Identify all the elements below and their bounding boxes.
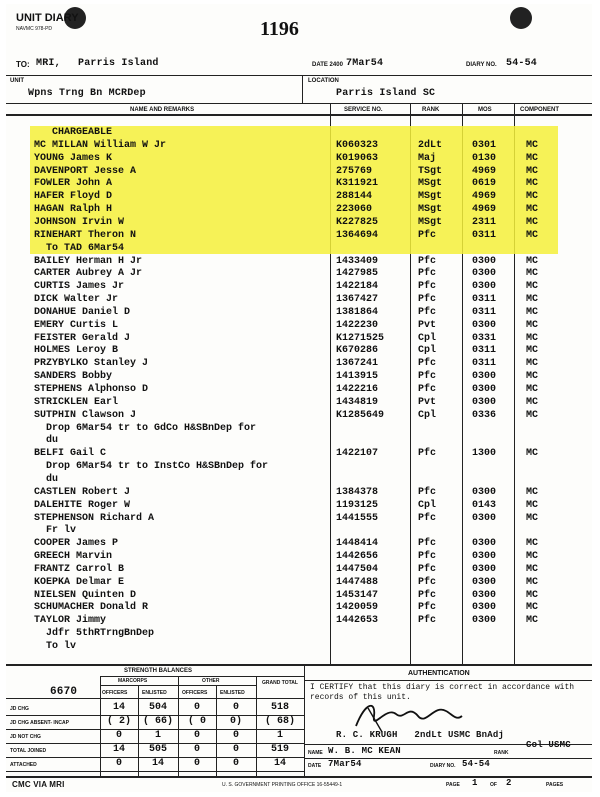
to-place: Parris Island [78, 58, 159, 69]
entry-service: 1367427 [336, 294, 379, 306]
entry-name: Drop 6Mar54 tr to GdCo H&SBnDep for [34, 422, 257, 434]
diary-no-label: DIARY NO. [466, 62, 497, 68]
strength-title-line [100, 676, 304, 677]
entry-name: CHARGEABLE [34, 127, 113, 138]
entry-mos: 0331 [472, 332, 497, 344]
footer-divider [304, 666, 305, 778]
entry-service: 1434819 [336, 396, 379, 408]
strength-cell-mo: 14 [112, 702, 125, 713]
entry-component: MC [526, 139, 539, 151]
auth-diary-value: 54-54 [462, 759, 491, 769]
entry-rank: Cpl [418, 409, 437, 421]
entry-service: 1420059 [336, 602, 379, 614]
entry-service: 1447504 [336, 563, 379, 575]
entry-mos: 0300 [472, 371, 497, 383]
entry-component: MC [526, 204, 539, 216]
strength-title: STRENGTH BALANCES [124, 668, 193, 674]
entry-component: MC [526, 306, 539, 318]
entry-rank: Cpl [418, 345, 437, 357]
entry-name: To TAD 6Mar54 [34, 242, 125, 254]
entry-mos: 4969 [472, 191, 497, 203]
strength-cell-mo: ( 2) [106, 716, 131, 727]
entry-mos: 0300 [472, 384, 497, 395]
entry-name: Jdfr 5thRTrngBnDep [34, 628, 155, 640]
auth-name-label: NAME [308, 750, 323, 756]
col-mos: MOS [478, 107, 492, 113]
entry-name: BELFI Gail C [34, 448, 107, 460]
entry-service: 1367241 [336, 358, 379, 370]
entry-service: 1447488 [336, 576, 379, 588]
entry-rank: Pfc [418, 448, 437, 460]
auth-diary-label: DIARY NO. [430, 763, 456, 769]
entry-rank: Pvt [418, 319, 437, 331]
entry-name: DONAHUE Daniel D [34, 306, 131, 318]
entry-name: STEPHENSON Richard A [34, 512, 155, 524]
entry-service: 1413915 [336, 371, 379, 383]
entry-component: MC [526, 319, 539, 331]
entry-mos: 2311 [472, 216, 497, 228]
strength-row-label: ATTACHED [10, 762, 37, 768]
entry-mos: 0300 [472, 319, 497, 331]
auth-rank-value: Col USMC [526, 740, 571, 750]
diary-no-value: 54-54 [506, 58, 538, 69]
entry-rank: Pfc [418, 371, 437, 383]
entry-mos: 0300 [472, 486, 497, 498]
entry-rank: Cpl [418, 332, 437, 344]
entry-rank: Pfc [418, 358, 437, 370]
entry-component: MC [526, 499, 539, 511]
strength-cell-gt: 14 [273, 758, 286, 769]
entry-rank: Pfc [418, 551, 437, 563]
entry-mos: 0300 [472, 255, 497, 267]
entry-rank: TSgt [418, 165, 443, 177]
entry-mos: 0336 [472, 409, 497, 421]
entry-service: 1427985 [336, 268, 379, 280]
entry-mos: 0300 [472, 576, 497, 588]
entry-rank: MSgt [418, 191, 443, 203]
entry-rank: MSgt [418, 178, 443, 190]
auth-certify: I CERTIFY that this diary is correct in accordance with records of this unit. [310, 683, 575, 702]
marcorps-enlisted-label: ENLISTED [142, 690, 167, 696]
entry-name: YOUNG James K [34, 152, 113, 164]
entry-rank: Pfc [418, 306, 437, 318]
entry-name: Drop 6Mar54 tr to InstCo H&SBnDep for [34, 461, 269, 473]
entry-service: K227825 [336, 216, 379, 228]
entry-component: MC [526, 229, 539, 241]
entry-component: MC [526, 589, 539, 601]
other-label: OTHER [202, 678, 220, 684]
entry-mos: 0301 [472, 139, 497, 151]
entry-name: SUTPHIN Clawson J [34, 409, 137, 421]
entry-component: MC [526, 345, 539, 357]
strength-cell-gt: 1 [276, 730, 283, 741]
entry-component: MC [526, 178, 539, 190]
unit-value: Wpns Trng Bn MCRDep [28, 88, 146, 99]
entry-component: MC [526, 512, 539, 524]
entry-service: 1433409 [336, 255, 379, 267]
entry-name: HOLMES Leroy B [34, 345, 119, 357]
entry-service: 1193125 [336, 499, 379, 511]
strength-cell-gt: 519 [270, 744, 289, 755]
entry-name: JOHNSON Irvin W [34, 216, 125, 228]
entry-name: PRZYBYLKO Stanley J [34, 358, 149, 370]
entry-component: MC [526, 576, 539, 588]
entry-mos: 0300 [472, 538, 497, 550]
entry-service: 275769 [336, 165, 373, 177]
strength-cell-oo: 0 [193, 744, 200, 755]
pages-value: 2 [506, 778, 512, 788]
entry-service: 1422216 [336, 384, 379, 395]
col-component: COMPONENT [520, 107, 559, 113]
column-headers [6, 104, 592, 116]
entry-name: KOEPKA Delmar E [34, 576, 125, 588]
entry-service: 223060 [336, 204, 373, 216]
entry-component: MC [526, 332, 539, 344]
entry-rank: Pfc [418, 294, 437, 306]
of-label: OF [490, 782, 497, 788]
strength-cell-oe: 0 [232, 730, 239, 741]
page-label: PAGE [446, 782, 460, 788]
strength-cell-oe: 0 [232, 758, 239, 769]
entry-name: To lv [34, 641, 77, 652]
entry-mos: 0311 [472, 358, 497, 370]
entry-mos: 0143 [472, 499, 497, 511]
entry-component: MC [526, 216, 539, 228]
grand-total-label: GRAND TOTAL [262, 680, 298, 686]
entry-mos: 0300 [472, 563, 497, 575]
auth-title: AUTHENTICATION [408, 670, 470, 677]
entry-mos: 4969 [472, 165, 497, 177]
entry-mos: 0300 [472, 602, 497, 614]
entry-name: DALEHITE Roger W [34, 499, 131, 511]
entry-component: MC [526, 409, 539, 421]
entry-name: DICK Walter Jr [34, 294, 119, 306]
strength-row-label: TOTAL JOINED [10, 748, 47, 754]
entry-mos: 0300 [472, 268, 497, 280]
strength-cell-mo: 0 [115, 730, 122, 741]
entry-service: K060323 [336, 139, 379, 151]
entry-name: RINEHART Theron N [34, 229, 137, 241]
entry-name: HAFER Floyd D [34, 191, 113, 203]
entry-mos: 0300 [472, 589, 497, 601]
entry-component: MC [526, 294, 539, 306]
strength-cell-me: 505 [148, 744, 167, 755]
entry-service: K670286 [336, 345, 379, 357]
entry-rank: Pfc [418, 602, 437, 614]
strength-code: 6670 [50, 686, 78, 698]
to-value: MRI, [36, 58, 61, 69]
entry-component: MC [526, 268, 539, 280]
entry-name: du [34, 435, 59, 447]
strength-cell-gt: ( 68) [264, 716, 295, 727]
entry-service: 1442653 [336, 615, 379, 627]
entry-component: MC [526, 538, 539, 550]
location-label: LOCATION [308, 78, 339, 84]
other-enlisted-label: ENLISTED [220, 690, 245, 696]
entry-name: SANDERS Bobby [34, 371, 113, 383]
entry-name: STEPHENS Alphonso D [34, 384, 149, 395]
strength-cell-oe: 0 [232, 744, 239, 755]
auth-date-value: 7Mar54 [328, 759, 362, 769]
page-value: 1 [472, 778, 478, 788]
entry-name: EMERY Curtis L [34, 319, 119, 331]
entry-name: STRICKLEN Earl [34, 396, 119, 408]
entry-component: MC [526, 448, 539, 460]
footer [6, 664, 592, 776]
bottom-line [6, 776, 592, 778]
entry-component: MC [526, 615, 539, 627]
col-rank: RANK [422, 107, 440, 113]
punch-hole-right [510, 7, 532, 29]
unit-divider [302, 76, 303, 104]
entry-service: 1422184 [336, 281, 379, 293]
strength-row-label: JD NOT CHG [10, 734, 41, 740]
entry-rank: MSgt [418, 204, 443, 216]
location-value: Parris Island SC [336, 88, 436, 99]
entry-rank: Pvt [418, 396, 437, 408]
entry-mos: 0311 [472, 294, 497, 306]
entry-service: 1422107 [336, 448, 379, 460]
entry-name: Fr lv [34, 525, 77, 537]
col-name: NAME AND REMARKS [130, 107, 195, 113]
marcorps-label: MARCORPS [118, 678, 148, 684]
strength-cell-oo: ( 0 [187, 716, 206, 727]
entry-component: MC [526, 191, 539, 203]
diary-title: UNIT DIARY [16, 12, 79, 24]
entry-rank: Pfc [418, 576, 437, 588]
unit-label: UNIT [10, 78, 24, 84]
entry-component: MC [526, 371, 539, 383]
entry-name: GREECH Marvin [34, 551, 113, 563]
strength-header-line [6, 698, 304, 699]
entry-name: du [34, 473, 59, 485]
entry-name: TAYLOR Jimmy [34, 615, 107, 627]
entry-rank: 2dLt [418, 139, 443, 151]
entry-service: K1285649 [336, 409, 385, 421]
pages-label: PAGES [546, 782, 564, 788]
entry-component: MC [526, 255, 539, 267]
entry-name: FRANTZ Carrol B [34, 563, 125, 575]
strength-cell-gt: 518 [270, 702, 289, 713]
entry-rank: Pfc [418, 512, 437, 524]
entry-name: CASTLEN Robert J [34, 486, 131, 498]
entry-mos: 0300 [472, 551, 497, 563]
entry-rank: Pfc [418, 281, 437, 293]
strength-cell-mo: 14 [112, 744, 125, 755]
bottom-left: CMC VIA MRI [12, 780, 65, 789]
header-row-to [6, 54, 592, 76]
entry-rank: Pfc [418, 229, 437, 241]
marcorps-officers-label: OFFICERS [102, 690, 128, 696]
entry-component: MC [526, 602, 539, 614]
entry-rank: Pfc [418, 486, 437, 498]
entry-service: 1453147 [336, 589, 379, 601]
strength-cell-me: 504 [148, 702, 167, 713]
entry-component: MC [526, 563, 539, 575]
entry-component: MC [526, 551, 539, 563]
entry-name: DAVENPORT Jesse A [34, 165, 137, 177]
entry-service: 1422230 [336, 319, 379, 331]
strength-cell-oo: 0 [193, 758, 200, 769]
entry-component: MC [526, 358, 539, 370]
entry-service: 1364694 [336, 229, 379, 241]
entry-name: COOPER James P [34, 538, 119, 550]
auth-date-label: DATE [308, 763, 322, 769]
entry-rank: Pfc [418, 615, 437, 627]
entry-service: 288144 [336, 191, 373, 203]
auth-signer: R. C. KRUGH 2ndLt USMC BnAdj [336, 730, 505, 740]
entry-mos: 4969 [472, 204, 497, 216]
entry-rank: Maj [418, 152, 437, 164]
entry-name: BAILEY Herman H Jr [34, 255, 143, 267]
col-service: SERVICE NO. [344, 107, 383, 113]
diary-number-large: 1196 [260, 18, 299, 40]
entry-mos: 1300 [472, 448, 497, 460]
strength-cell-oe: 0 [232, 702, 239, 713]
entry-mos: 0300 [472, 512, 497, 524]
strength-cell-me: ( 66) [142, 716, 173, 727]
date-label: DATE 2400 [312, 62, 343, 68]
strength-cell-me: 1 [154, 730, 161, 741]
other-officers-label: OFFICERS [182, 690, 208, 696]
entry-component: MC [526, 384, 539, 395]
strength-cell-oo: 0 [193, 730, 200, 741]
strength-cell-oo: 0 [193, 702, 200, 713]
to-label: TO: [16, 60, 30, 69]
entry-service: K019063 [336, 152, 379, 164]
entry-mos: 0300 [472, 615, 497, 627]
gpo-line: U. S. GOVERNMENT PRINTING OFFICE 16-55449-1 [222, 782, 343, 788]
entry-name: HAGAN Ralph H [34, 204, 113, 216]
form-number: NAVMC 978-PD [16, 26, 53, 32]
header-row-unit [6, 76, 592, 104]
entry-component: MC [526, 486, 539, 498]
entry-service: 1441555 [336, 512, 379, 524]
entry-mos: 0619 [472, 178, 497, 190]
entry-rank: Pfc [418, 538, 437, 550]
entry-service: 1448414 [336, 538, 379, 550]
entry-component: MC [526, 152, 539, 164]
entry-mos: 0300 [472, 281, 497, 293]
entry-name: NIELSEN Quinten D [34, 589, 137, 601]
entry-mos: 0130 [472, 152, 497, 164]
entry-component: MC [526, 165, 539, 177]
entry-name: MC MILLAN William W Jr [34, 139, 167, 151]
entry-name: CURTIS James Jr [34, 281, 125, 293]
entry-component: MC [526, 396, 539, 408]
unit-diary-page [6, 4, 592, 792]
strength-cell-oe: 0) [229, 716, 242, 727]
entry-service: 1442656 [336, 551, 379, 563]
entry-mos: 0311 [472, 306, 497, 318]
entry-mos: 0300 [472, 396, 497, 408]
entry-service: K1271525 [336, 332, 385, 344]
auth-rank-label: RANK [494, 750, 509, 756]
entry-service: 1384378 [336, 486, 379, 498]
entry-rank: Pfc [418, 255, 437, 267]
entry-rank: Pfc [418, 589, 437, 601]
entry-rank: Pfc [418, 384, 437, 395]
entry-name: FEISTER Gerald J [34, 332, 131, 344]
entry-name: FOWLER John A [34, 178, 113, 190]
entry-service: 1381864 [336, 306, 379, 318]
strength-row-label: JD CHG [10, 706, 29, 712]
entry-rank: Pfc [418, 268, 437, 280]
entry-name: SCHUMACHER Donald R [34, 602, 149, 614]
strength-cell-me: 14 [151, 758, 164, 769]
strength-row-line [6, 771, 304, 772]
strength-cell-mo: 0 [115, 758, 122, 769]
auth-name-value: W. B. MC KEAN [328, 746, 401, 756]
entry-rank: MSgt [418, 216, 443, 228]
entry-component: MC [526, 281, 539, 293]
entry-mos: 0311 [472, 345, 497, 357]
strength-row-label: JD CHG ABSENT- INCAP [10, 720, 69, 726]
entry-service: K311921 [336, 178, 379, 190]
date-value: 7Mar54 [346, 58, 384, 69]
auth-title-line [304, 680, 592, 681]
entry-rank: Pfc [418, 563, 437, 575]
entry-mos: 0311 [472, 229, 497, 241]
entry-name: CARTER Aubrey A Jr [34, 268, 143, 280]
entry-rank: Cpl [418, 499, 437, 511]
